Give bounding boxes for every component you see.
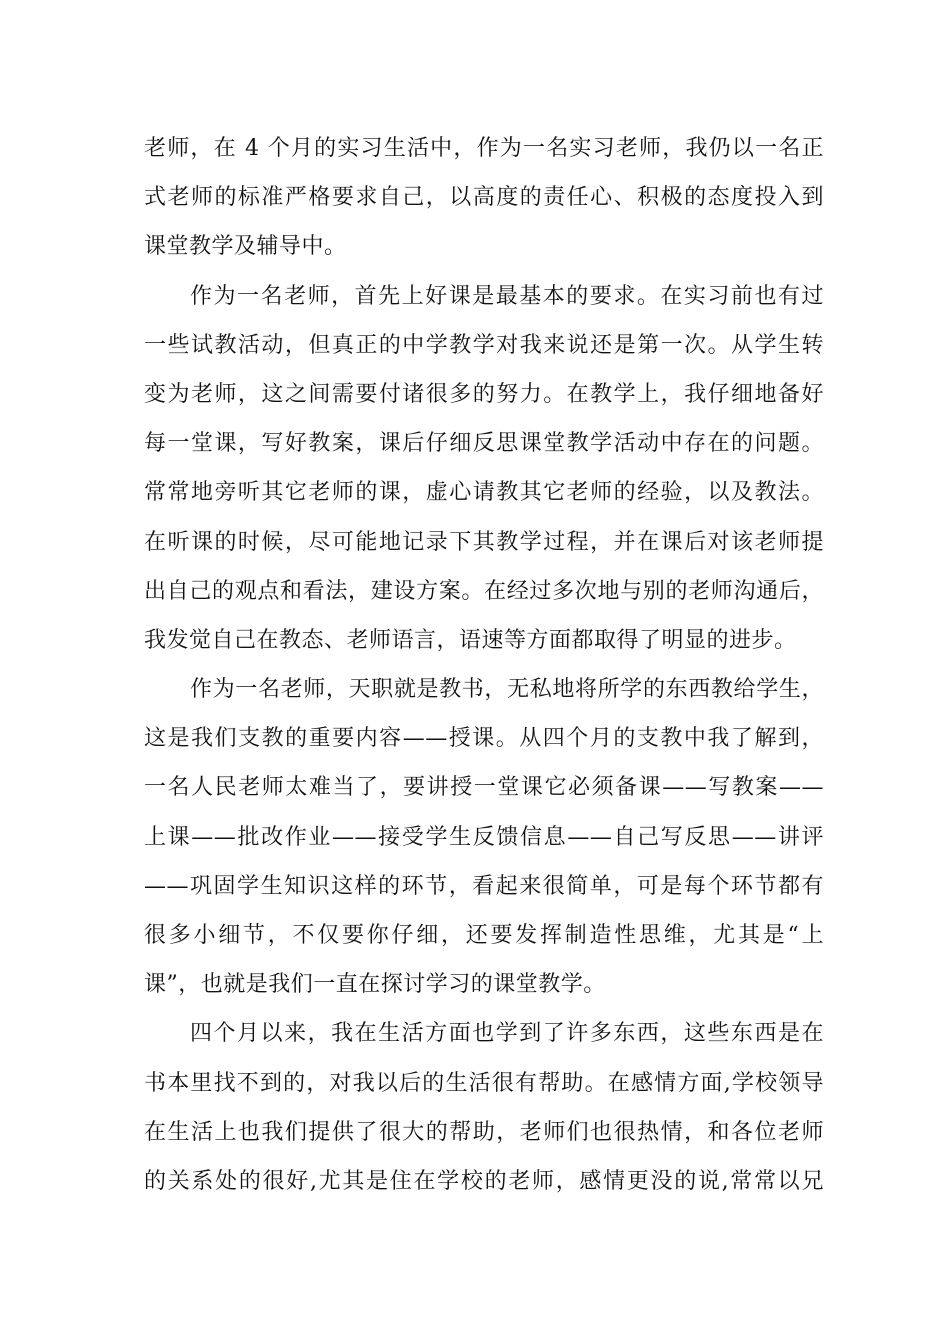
text-line: 一名人民老师太难当了，要讲授一堂课它必须备课——写教案—— [144,775,824,801]
paragraph-3 [144,665,824,1009]
text-line: 每一堂课，写好教案，课后仔细反思课堂教学活动中存在的问题。 [144,431,824,457]
text-line: 的关系处的很好,尤其是住在学校的老师，感情更没的说,常常以兄 [144,1168,824,1194]
text-line: 作为一名老师，天职就是教书，无私地将所学的东西教给学生， [190,677,824,703]
text-line: 这是我们支教的重要内容——授课。从四个月的支教中我了解到， [144,726,824,752]
text-line: 四个月以来，我在生活方面也学到了许多东西，这些东西是在 [190,1021,824,1047]
text-line: 很多小细节，不仅要你仔细，还要发挥制造性思维，尤其是“上 [144,923,824,948]
text-line: 上课——批改作业——接受学生反馈信息——自己写反思——讲评 [144,824,824,850]
text-line: 我发觉自己在教态、老师语言，语速等方面都取得了明显的进步。 [144,627,797,653]
paragraph-2 [144,272,824,666]
text-line: 一些试教活动，但真正的中学教学对我来说还是第一次。从学生转 [144,332,824,358]
document-body [144,124,824,1206]
paragraph-4 [144,1009,824,1206]
paragraph-1 [144,124,824,272]
text-line: 在生活上也我们提供了很大的帮助，老师们也很热情，和各位老师 [144,1119,824,1145]
text-line: ——巩固学生知识这样的环节，看起来很简单，可是每个环节都有 [144,873,824,899]
text-line: 常常地旁听其它老师的课，虚心请教其它老师的经验，以及教法。 [144,480,824,506]
text-line: 出自己的观点和看法，建设方案。在经过多次地与别的老师沟通后， [144,578,824,604]
text-line: 变为老师，这之间需要付诸很多的努力。在教学上，我仔细地备好 [144,381,824,407]
text-line: 在听课的时候，尽可能地记录下其教学过程，并在课后对该老师提 [144,529,824,555]
text-line: 课”，也就是我们一直在探讨学习的课堂教学。 [144,972,606,998]
text-line: 老师，在 4 个月的实习生活中，作为一名实习老师，我仍以一名正 [144,136,824,161]
text-line: 作为一名老师，首先上好课是最基本的要求。在实习前也有过 [190,283,824,309]
text-line: 书本里找不到的，对我以后的生活很有帮助。在感情方面,学校领导 [144,1070,824,1096]
text-line: 式老师的标准严格要求自己，以高度的责任心、积极的态度投入到 [144,185,824,211]
text-line: 课堂教学及辅导中。 [144,234,347,260]
